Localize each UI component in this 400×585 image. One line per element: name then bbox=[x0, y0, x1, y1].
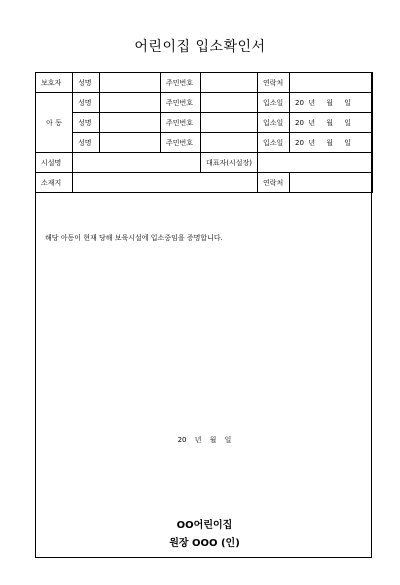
facility-contact-field[interactable] bbox=[290, 173, 373, 193]
child-rrn-field[interactable] bbox=[201, 113, 258, 133]
admission-date-label: 입소일 bbox=[258, 93, 290, 113]
representative-label: 대표자(시설장) bbox=[201, 153, 258, 173]
child-rrn-label: 주민번호 bbox=[161, 133, 201, 153]
address-label: 소재지 bbox=[36, 173, 73, 193]
guardian-row bbox=[36, 73, 373, 93]
facility-name-label: 시설명 bbox=[36, 153, 73, 173]
guardian-name-field[interactable] bbox=[100, 73, 161, 93]
child-name-label: 성명 bbox=[73, 133, 100, 153]
admission-date-field[interactable]: 20 년 월 일 bbox=[290, 113, 373, 133]
facility-contact-label: 연락처 bbox=[258, 173, 290, 193]
child-name-field[interactable] bbox=[100, 133, 161, 153]
child-name-label: 성명 bbox=[73, 93, 100, 113]
child-rrn-field[interactable] bbox=[201, 93, 258, 113]
child-row bbox=[36, 113, 373, 133]
child-name-label: 성명 bbox=[73, 113, 100, 133]
child-row bbox=[36, 93, 373, 113]
guardian-label: 보호자 bbox=[36, 73, 73, 93]
sign-date: 20 년 월 일 bbox=[177, 436, 232, 444]
child-name-field[interactable] bbox=[100, 93, 161, 113]
child-rrn-label: 주민번호 bbox=[161, 113, 201, 133]
guardian-contact-label: 연락처 bbox=[258, 73, 290, 93]
guardian-rrn-label: 주민번호 bbox=[161, 73, 201, 93]
form-frame bbox=[35, 72, 372, 558]
representative-field[interactable] bbox=[258, 153, 373, 173]
facility-row bbox=[36, 153, 373, 173]
child-label: 아 동 bbox=[36, 93, 73, 153]
admission-date-field[interactable]: 20 년 월 일 bbox=[290, 93, 373, 113]
admission-date-label: 입소일 bbox=[258, 133, 290, 153]
child-rrn-field[interactable] bbox=[201, 133, 258, 153]
facility-name-field[interactable] bbox=[73, 153, 201, 173]
document-title: 어린이집 입소확인서 bbox=[134, 39, 266, 55]
admission-date-label: 입소일 bbox=[258, 113, 290, 133]
address-row bbox=[36, 173, 373, 193]
child-row bbox=[36, 133, 373, 153]
child-rrn-label: 주민번호 bbox=[161, 93, 201, 113]
admission-date-field[interactable]: 20 년 월 일 bbox=[290, 133, 373, 153]
guardian-name-label: 성명 bbox=[73, 73, 100, 93]
guardian-contact-field[interactable] bbox=[290, 73, 373, 93]
address-field[interactable] bbox=[73, 173, 258, 193]
director-signature: 원장 OOO (인) bbox=[169, 538, 240, 549]
child-name-field[interactable] bbox=[100, 113, 161, 133]
organization-name: OO어린이집 bbox=[176, 520, 233, 531]
info-table bbox=[35, 72, 373, 193]
statement-text: 해당 아동이 현재 당해 보육시설에 입소중임을 증명합니다. bbox=[45, 234, 223, 242]
guardian-rrn-field[interactable] bbox=[201, 73, 258, 93]
